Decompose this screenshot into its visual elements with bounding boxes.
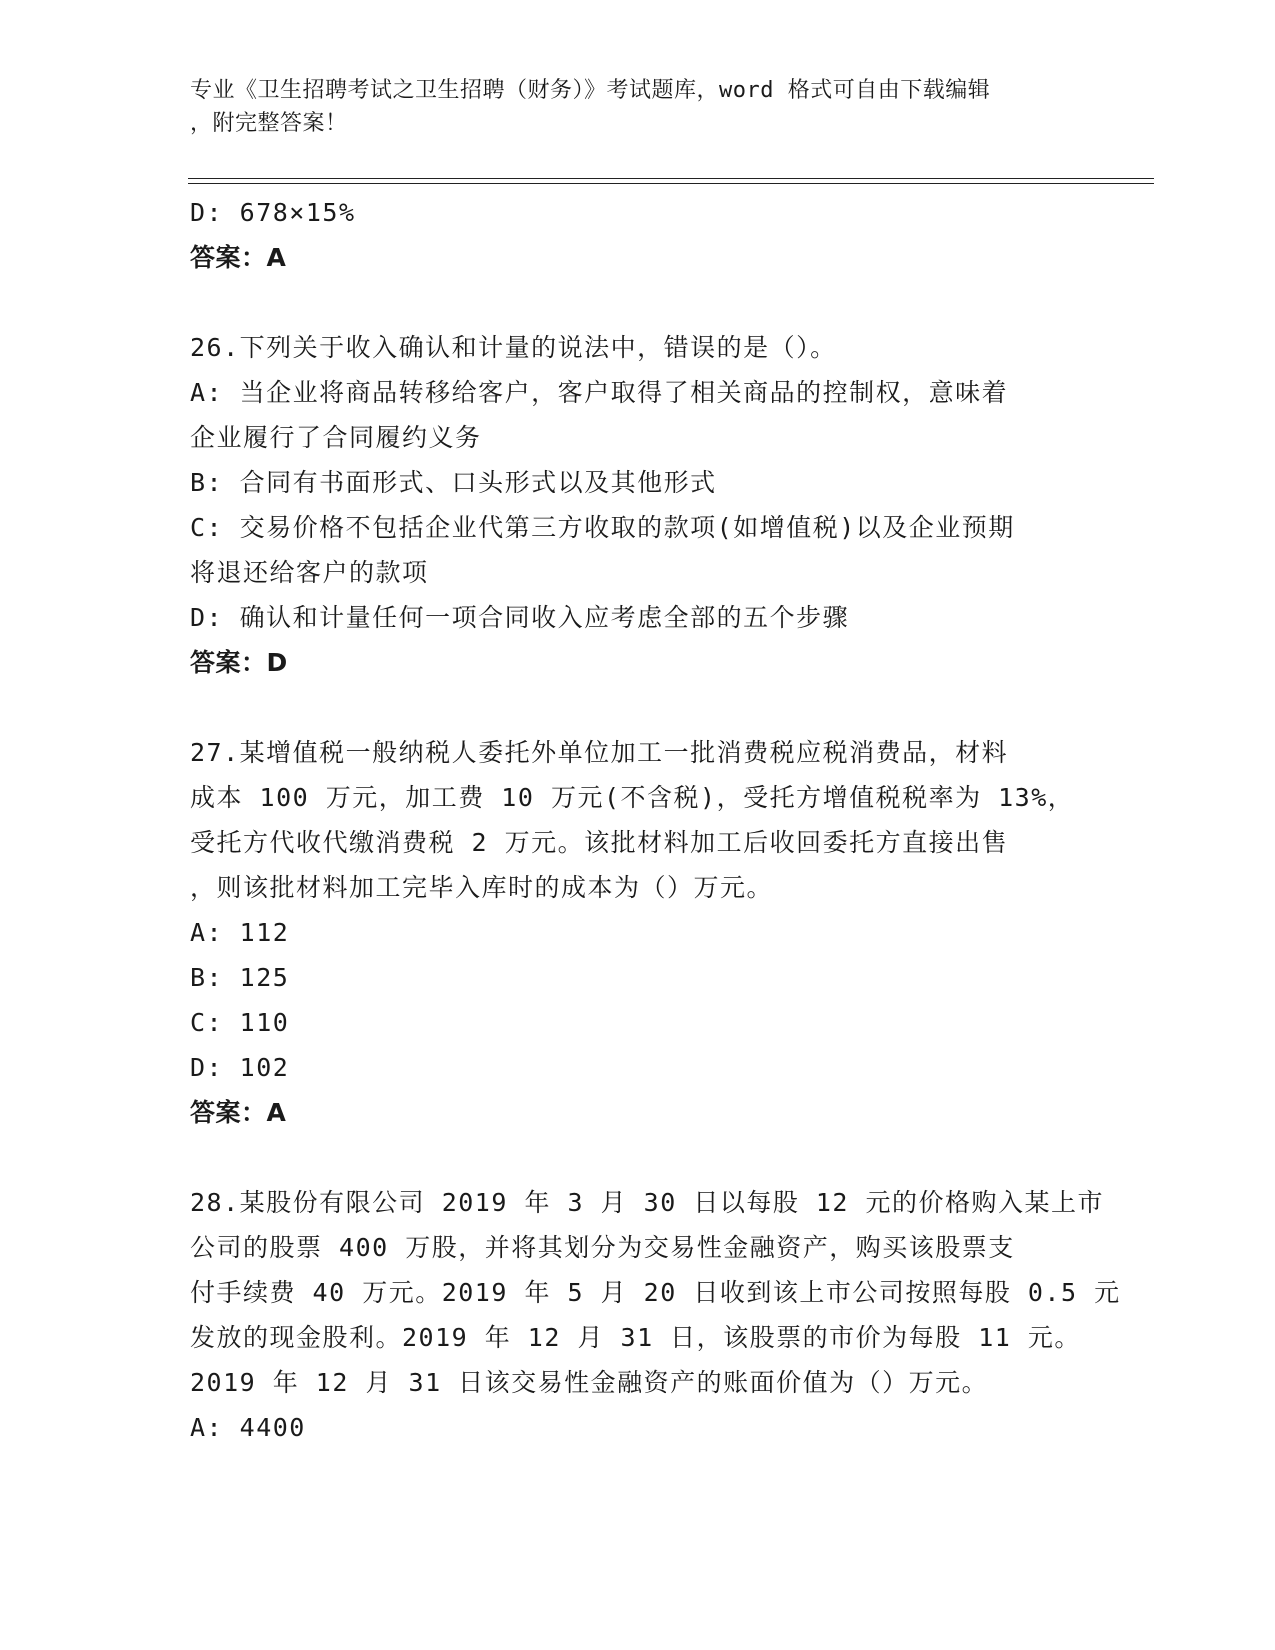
answer-line: 答案：A: [190, 1098, 287, 1127]
question-stem: 26.下列关于收入确认和计量的说法中，错误的是（）。: [190, 333, 837, 362]
option-c: C: 110: [190, 1008, 290, 1037]
header-line-2: ，附完整答案！: [190, 111, 348, 136]
previous-question-tail: [190, 190, 1080, 280]
question-stem-continued: 2019 年 12 月 31 日该交易性金融资产的账面价值为（）万元。: [190, 1368, 989, 1397]
spacer: [190, 1135, 1080, 1180]
header-divider-bottom: [188, 183, 1154, 184]
question-stem-continued: 公司的股票 400 万股，并将其划分为交易性金融资产，购买该股票支: [190, 1233, 1015, 1262]
spacer: [190, 685, 1080, 730]
question-stem-continued: 成本 100 万元，加工费 10 万元(不含税)，受托方增值税税率为 13%，: [190, 783, 1075, 812]
option-d: D: 确认和计量任何一项合同收入应考虑全部的五个步骤: [190, 603, 850, 632]
option-a: A: 4400: [190, 1413, 306, 1442]
question-27: [190, 730, 1080, 1135]
header-line-1: 专业《卫生招聘考试之卫生招聘（财务）》考试题库，word 格式可自由下载编辑: [190, 78, 991, 103]
question-26: [190, 325, 1080, 685]
option-a-continued: 企业履行了合同履约义务: [190, 423, 482, 452]
option-a: A: 当企业将商品转移给客户，客户取得了相关商品的控制权，意味着: [190, 378, 1009, 407]
option-d: D: 102: [190, 1053, 290, 1082]
question-stem: 27.某增值税一般纳税人委托外单位加工一批消费税应税消费品，材料: [190, 738, 1009, 767]
option-b: B: 合同有书面形式、口头形式以及其他形式: [190, 468, 717, 497]
option-c-continued: 将退还给客户的款项: [190, 558, 429, 587]
option-d: D: 678×15%: [190, 198, 356, 227]
page-header: [190, 74, 1070, 140]
option-a: A: 112: [190, 918, 290, 947]
question-stem-continued: ，则该批材料加工完毕入库时的成本为（）万元。: [190, 873, 774, 902]
question-stem-continued: 发放的现金股利。2019 年 12 月 31 日，该股票的市价为每股 11 元。: [190, 1323, 1081, 1352]
answer-line: 答案：D: [190, 648, 288, 677]
option-b: B: 125: [190, 963, 290, 992]
question-28: [190, 1180, 1121, 1450]
header-divider-top: [188, 178, 1154, 179]
question-stem-continued: 付手续费 40 万元。2019 年 5 月 20 日收到该上市公司按照每股 0.5 元: [190, 1278, 1121, 1307]
question-stem: 28.某股份有限公司 2019 年 3 月 30 日以每股 12 元的价格购入某上市: [190, 1188, 1105, 1217]
question-stem-continued: 受托方代收代缴消费税 2 万元。该批材料加工后收回委托方直接出售: [190, 828, 1009, 857]
spacer: [190, 280, 1080, 325]
option-c: C: 交易价格不包括企业代第三方收取的款项(如增值税)以及企业预期: [190, 513, 1015, 542]
question-list: [190, 190, 1121, 1450]
answer-line: 答案：A: [190, 243, 287, 272]
